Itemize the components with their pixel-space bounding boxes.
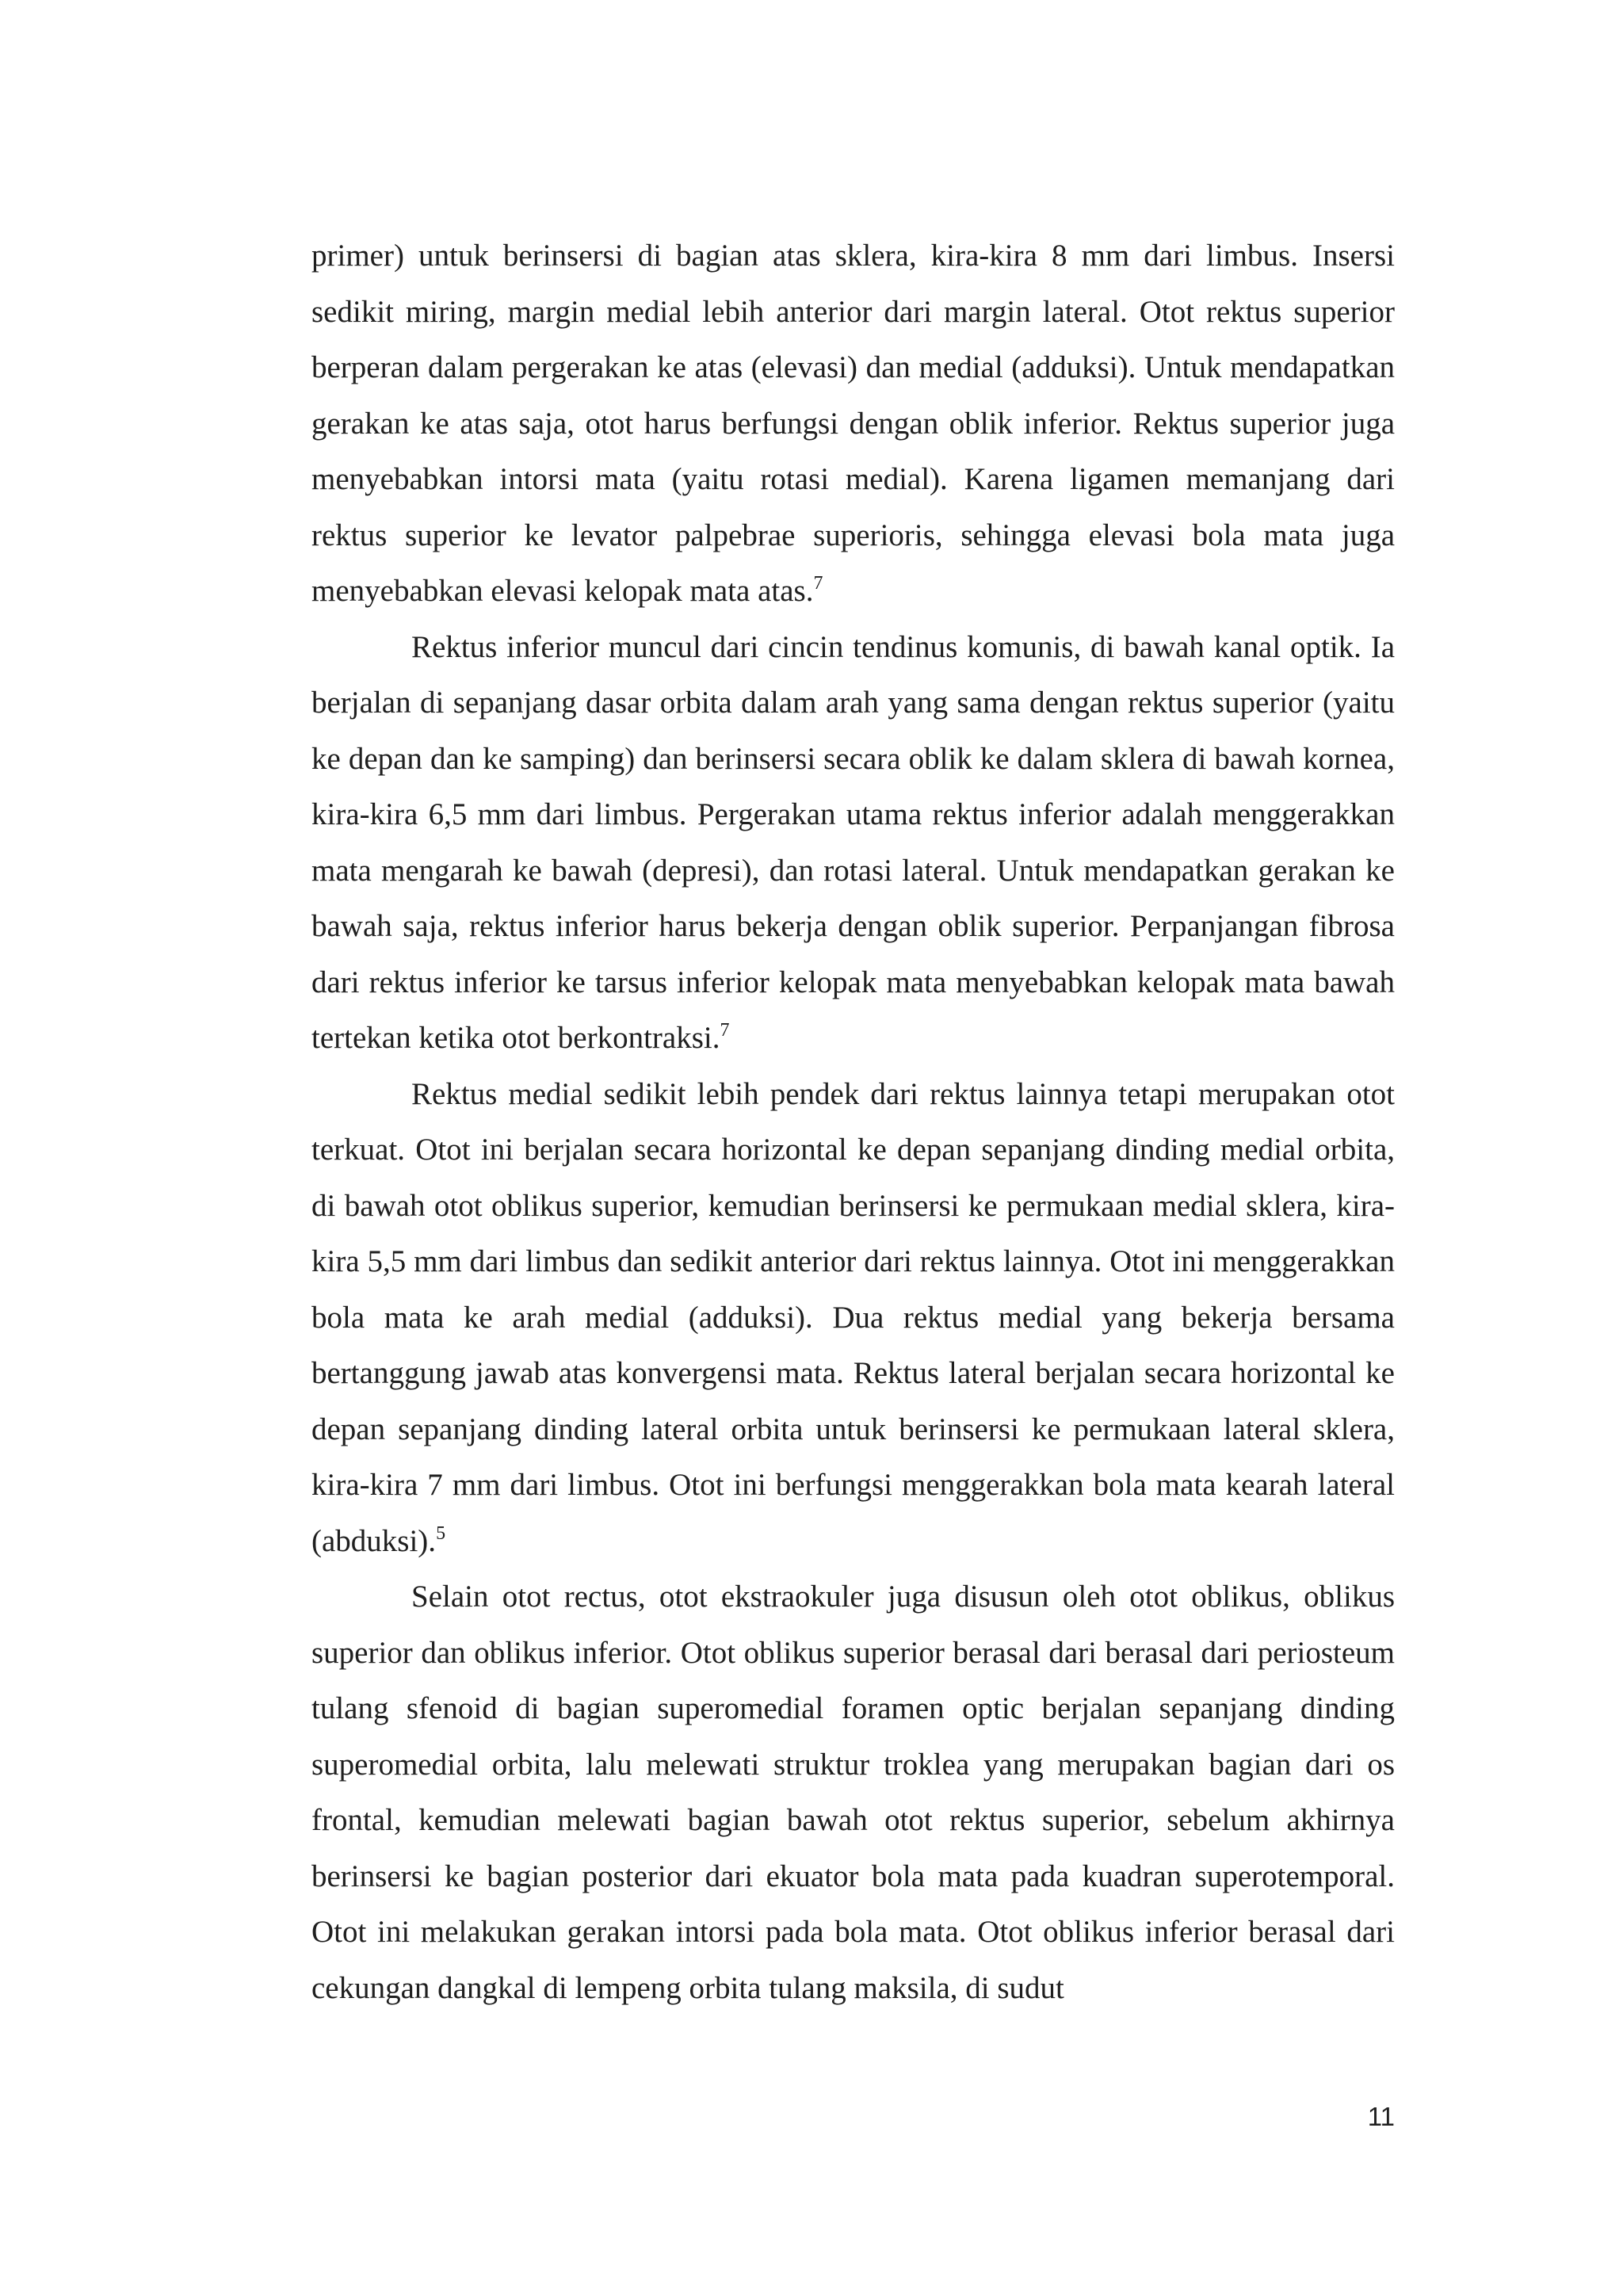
paragraph-text: primer) untuk berinsersi di bagian atas sklera, kira-kira 8 mm dari limbus. Insersi sedikit miring, margin medial lebih anterior dari margin lateral. Otot rektus superior berperan dalam pergerakan ke atas (elevasi) dan medial (adduksi). Untuk mendapatkan gerakan ke atas saja, otot harus berfungsi dengan oblik inferior. Rektus superior juga menyebabkan intorsi mata (yaitu rotasi medial). Karena ligamen memanjang dari rektus superior ke levator palpebrae superioris, sehingga elevasi bola mata juga menyebabkan elevasi kelopak mata atas. xyxy=(311,239,1395,608)
paragraph-text: Selain otot rectus, otot ekstraokuler juga disusun oleh otot oblikus, oblikus superior dan oblikus inferior. Otot oblikus superior berasal dari berasal dari periosteum tulang sfenoid di bagian superomedial foramen optic berjalan sepanjang dinding superomedial orbita, lalu melewati struktur troklea yang merupakan bagian dari os frontal, kemudian melewati bagian bawah otot rektus superior, sebelum akhirnya berinsersi ke bagian posterior dari ekuator bola mata pada kuadran superotemporal. Otot ini melakukan gerakan intorsi pada bola mata. Otot oblikus inferior berasal dari cekungan dangkal di lempeng orbita tulang maksila, di sudut xyxy=(311,1580,1395,2005)
reference-superscript: 7 xyxy=(813,573,823,594)
body-text xyxy=(311,228,1395,2016)
reference-superscript: 7 xyxy=(720,1020,730,1041)
paragraph-oblikus xyxy=(311,1569,1395,2016)
page-number: 11 xyxy=(1367,2102,1395,2131)
paragraph-rektus-medial xyxy=(311,1067,1395,1570)
paragraph-text: Rektus medial sedikit lebih pendek dari rektus lainnya tetapi merupakan otot terkuat. Otot ini berjalan secara horizontal ke depan sepanjang dinding medial orbita, di bawah otot oblikus superior, kemudian berinsersi ke permukaan medial sklera, kira-kira 5,5 mm dari limbus dan sedikit anterior dari rektus lainnya. Otot ini menggerakkan bola mata ke arah medial (adduksi). Dua rektus medial yang bekerja bersama bertanggung jawab atas konvergensi mata. Rektus lateral berjalan secara horizontal ke depan sepanjang dinding lateral orbita untuk berinsersi ke permukaan lateral sklera, kira-kira 7 mm dari limbus. Otot ini berfungsi menggerakkan bola mata kearah lateral (abduksi). xyxy=(311,1076,1395,1558)
reference-superscript: 5 xyxy=(436,1522,446,1544)
paragraph-text: Rektus inferior muncul dari cincin tendinus komunis, di bawah kanal optik. Ia berjalan di sepanjang dasar orbita dalam arah yang sama dengan rektus superior (yaitu ke depan dan ke samping) dan berinsersi secara oblik ke dalam sklera di bawah kornea, kira-kira 6,5 mm dari limbus. Pergerakan utama rektus inferior adalah menggerakkan mata mengarah ke bawah (depresi), dan rotasi lateral. Untuk mendapatkan gerakan ke bawah saja, rektus inferior harus bekerja dengan oblik superior. Perpanjangan fibrosa dari rektus inferior ke tarsus inferior kelopak mata menyebabkan kelopak mata bawah tertekan ketika otot berkontraksi. xyxy=(311,629,1395,1055)
paragraph-rektus-inferior xyxy=(311,620,1395,1067)
paragraph-continuation xyxy=(311,228,1395,620)
